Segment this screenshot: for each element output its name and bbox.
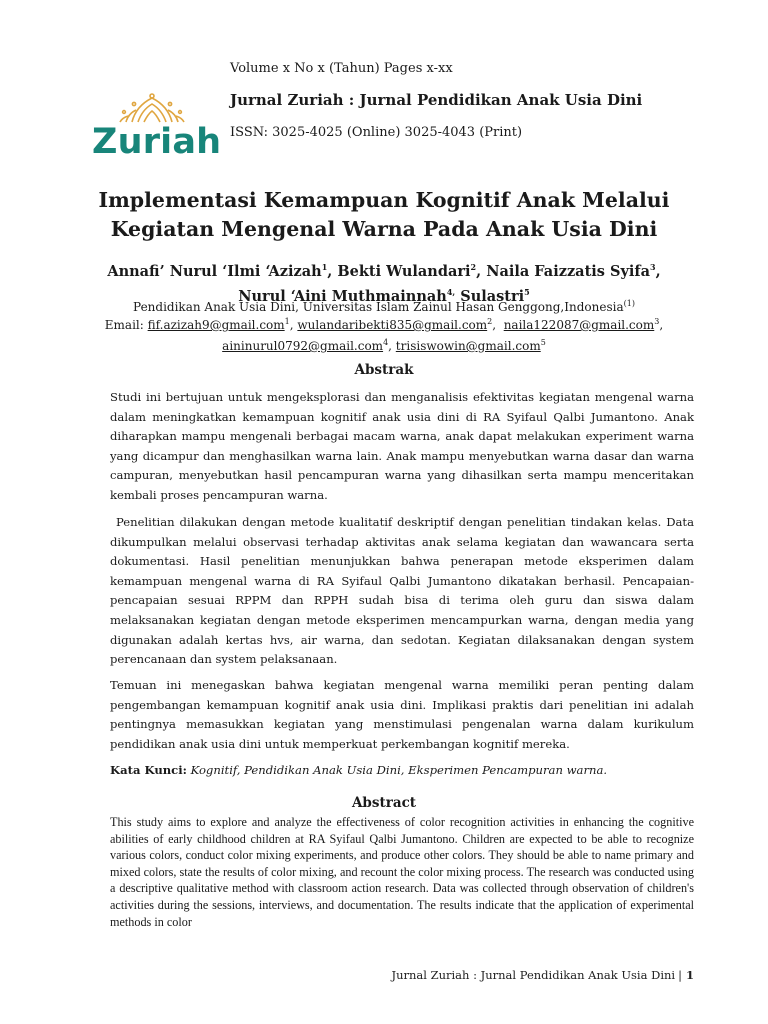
abstrak-paragraph-1: Studi ini bertujuan untuk mengeksplorasi dan menganalisis efektivitas kegiatan mengenal warna dalam meningkatkan kemampuan kognitif anak usia dini di RA Syifaul Qalbi Jumantono. Anak diharapkan mampu mengenali berbagai macam warna, anak dapat melakukan experiment warna yang dicampur dan menghasilkan warna lain. Anak mampu menyebutkan warna dasar dan warna campuran, menyebutkan hasil pencampuran warna yang dihasilkan serta mampu menceritakan kembali proses pencampuran warna. — [110, 390, 694, 502]
email-index: 4 — [383, 338, 389, 347]
email-label: Email: — [104, 318, 148, 332]
author-index: 5 — [524, 286, 530, 297]
zuriah-logo — [92, 92, 222, 162]
affiliation-index: (1) — [623, 299, 635, 308]
footer-journal: Jurnal Zuriah : Jurnal Pendidikan Anak Usia Dini — [391, 968, 676, 982]
email-index: 5 — [540, 338, 546, 347]
email-index: 1 — [284, 317, 290, 326]
email-index: 3 — [654, 317, 660, 326]
keywords-label: Kata Kunci: — [110, 763, 187, 777]
affiliation-text: Pendidikan Anak Usia Dini, Universitas Islam Zainul Hasan Genggong,Indonesia — [133, 300, 624, 314]
abstrak-heading: Abstrak — [354, 362, 414, 378]
page-number: 1 — [685, 968, 694, 982]
abstrak-paragraph-3: Temuan ini menegaskan bahwa kegiatan mengenal warna memiliki peran penting dalam pengembangan kemampuan kognitif anak usia dini. Implikasi praktis dari penelitian ini adalah pentingnya memasukkan kegiatan yang menstimulasi pengenalan warna dalam kurikulum pendidikan anak usia dini untuk memperkuat perkembangan kognitif mereka. — [110, 678, 694, 751]
email-link-1[interactable]: fif.azizah9@gmail.com — [147, 318, 285, 332]
email-link-4[interactable]: aininurul0792@gmail.com — [222, 339, 384, 353]
email-link-2[interactable]: wulandaribekti835@gmail.com — [297, 318, 488, 332]
volume-info: Volume x No x (Tahun) Pages x-xx — [230, 61, 453, 76]
paper-title — [60, 186, 708, 244]
email-line-1: Email: fif.azizah9@gmail.com$^1$, wulandaribekti835@gmail.com$^2$, naila122087@gmail.com$^3$, — [104, 317, 664, 332]
issn-info: ISSN: 3025-4025 (Online) 3025-4043 (Print) — [230, 125, 523, 140]
author-line-1 — [40, 257, 728, 282]
email-link-5[interactable]: trisiswowin@gmail.com — [395, 339, 541, 353]
email-list — [20, 313, 748, 355]
keywords — [110, 763, 607, 777]
title-line-2: Kegiatan Mengenal Warna Pada Anak Usia Dini — [110, 217, 658, 241]
logo-wordmark: Zuriah — [92, 122, 222, 162]
author-name: Nurul ‘Aini Muthmainnah — [238, 287, 447, 305]
author-name: Sulastri — [455, 287, 525, 305]
author-name: Annafi’ Nurul ‘Ilmi ‘Azizah — [107, 262, 322, 280]
title-line-1: Implementasi Kemampuan Kognitif Anak Melalui — [98, 188, 670, 212]
author-name: , Bekti Wulandari — [327, 262, 471, 280]
abstract-heading: Abstract — [351, 795, 417, 811]
email-line-2: aininurul0792@gmail.com$^4$, trisiswowin@gmail.com$^5$ — [222, 338, 546, 353]
author-index: 1 — [321, 262, 328, 272]
footer-separator: | — [678, 968, 682, 982]
email-index: 2 — [487, 317, 493, 326]
author-index: 4, — [446, 286, 456, 297]
page-footer — [392, 968, 695, 982]
abstrak-paragraph-2: Penelitian dilakukan dengan metode kualitatif deskriptif dengan penelitian tindakan kelas. Data dikumpulkan melalui observasi terhadap aktivitas anak selama kegiatan dan wawancara serta dokumentasi. Hasil penelitian menunjukkan bahwa penerapan metode eksperimen dalam kemampuan mengenal warna di RA Syifaul Qalbi Jumantono dikatakan berhasil. Pencapaian-pencapaian sesuai RPPM dan RPPH sudah bisa di terima oleh guru dan siswa dalam melaksanakan kegiatan dengan metode eksperimen mencampurkan warna, dengan media yang digunakan adalah kertas hvs, air warna, dan sedotan. Kegiatan dilaksanakan dengan system perencanaan dan system pelaksanaan. — [110, 515, 694, 667]
author-separator: , — [655, 262, 661, 280]
keywords-text: Kognitif, Pendidikan Anak Usia Dini, Eksperimen Pencampuran warna. — [186, 763, 608, 777]
author-index: 3 — [650, 262, 656, 272]
email-link-3[interactable]: naila122087@gmail.com — [503, 318, 655, 332]
abstract-paragraph: This study aims to explore and analyze the effectiveness of color recognition activities in enhancing the cognitive abilities of early childhood children at RA Syifaul Qalbi Jumantono. Children are expected to be able to recognize various colors, conduct color mixing experiments, and produce other colors. They should be able to name primary and mixed colors, state the results of color mixing, and recount the color mixing process. The research was conducted using a descriptive qualitative method with classroom action research. Data was collected through observation of children's activities during the sessions, interviews, and documentation. The results indicate that the application of experimental methods in color — [110, 815, 694, 929]
author-name: , Naila Faizzatis Syifa — [476, 262, 651, 280]
author-index: 2 — [470, 262, 477, 272]
journal-name: Jurnal Zuriah : Jurnal Pendidikan Anak Usia Dini — [230, 91, 643, 109]
